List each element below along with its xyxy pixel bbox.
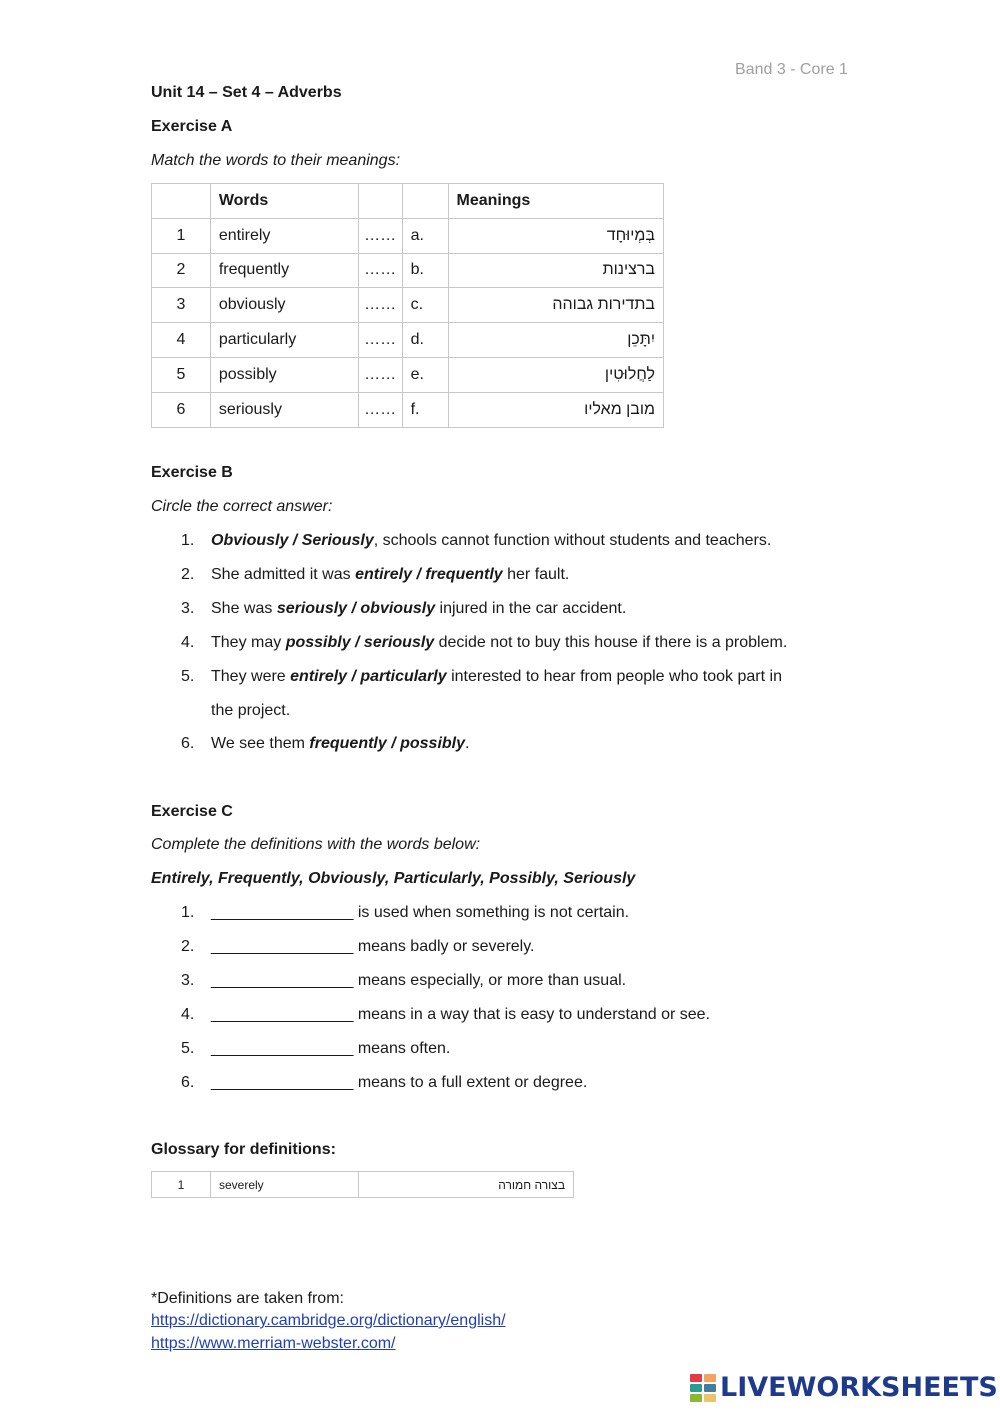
item-number: 6.: [181, 735, 195, 752]
row-word: severely: [211, 1172, 359, 1198]
row-letter: f.: [402, 392, 448, 427]
exercise-b-heading: Exercise B: [151, 464, 233, 481]
row-word: entirely: [210, 218, 358, 253]
table-row: [152, 1172, 574, 1198]
item-number: 2.: [181, 938, 195, 955]
answer-blank[interactable]: ……: [358, 392, 402, 427]
word-bank: Entirely, Frequently, Obviously, Particularly, Possibly, Seriously: [151, 870, 636, 887]
row-meaning: בְּמְיוּחָד: [448, 218, 664, 253]
row-meaning: לַחֲלוּטִין: [448, 357, 664, 392]
row-letter: e.: [402, 357, 448, 392]
logo-mark-icon: [690, 1374, 716, 1402]
item-number: 5.: [181, 1040, 195, 1057]
table-row: [152, 392, 664, 427]
item-number: 1.: [181, 532, 195, 549]
row-meaning: מובן מאליו: [448, 392, 664, 427]
item-number: 3.: [181, 600, 195, 617]
row-number: 1: [152, 1172, 211, 1198]
row-word: frequently: [210, 253, 358, 288]
glossary-table: [151, 1171, 574, 1198]
item-number: 3.: [181, 972, 195, 989]
row-number: 3: [152, 288, 211, 323]
row-letter: d.: [402, 323, 448, 358]
answer-choice[interactable]: seriously / obviously: [276, 600, 436, 617]
item-number: 1.: [181, 904, 195, 921]
row-number: 4: [152, 323, 211, 358]
table-row: [152, 323, 664, 358]
glossary-heading: Glossary for definitions:: [151, 1141, 336, 1158]
item-number: 4.: [181, 1006, 195, 1023]
answer-choice[interactable]: Obviously / Seriously: [211, 532, 374, 549]
row-meaning: ברצינות: [448, 253, 664, 288]
answer-blank[interactable]: ________________: [211, 904, 354, 921]
item-number: 2.: [181, 566, 195, 583]
row-word: possibly: [210, 357, 358, 392]
answer-blank[interactable]: ……: [358, 288, 402, 323]
liveworksheets-logo: [690, 1372, 998, 1403]
row-number: 5: [152, 357, 211, 392]
row-meaning: בצורה חמורה: [359, 1172, 574, 1198]
exercise-c-heading: Exercise C: [151, 803, 233, 820]
worksheet-page: Band 3 - Core 1 Unit 14 – Set 4 – Adverbs Exercise A Match the words to their meanings: Words Meanings 1 entirely …… a. בְּמְיוּחָד 2 frequently …… b. ברצינות 3 obviously …… c. בתדירות גבוהה 4 particularly …… d. יִתָּכֵן 5 possibly …… e. לַחֲלוּטִין 6 seriously …… f. מובן מאליו Exercise B Circle the correct answer: 1. Obviously / Seriously, schools cannot function without students and teachers. 2. She admitted it was entirely / frequently her fault. 3. She was seriously / obviously injured in the car accident. 4. They may possibly / seriously decide not to buy this house if there is a problem. 5. They were entirely / particularly interested to hear from people who took part in the project. 6. We see them frequently / possibly. Exercise C Complete the definitions with the words below: Entirely, Frequently, Obviously, Particularly, Possibly, Seriously 1. ________________ is used when something is not certain. 2. ________________ means badly or severely. 3. ________________ means especially, or more than usual. 4. ________________ means in a way that is easy to understand or see. 5. ________________ means often. 6. ________________ means to a full extent or degree. Glossary for definitions: 1 severely בצורה חמורה *Definitions are taken from: https://dictionary.cambridge.org/dictionary/english/ https://www.merriam-webster.com/ LIVEWORKSHEETS: [151, 61, 998, 1403]
row-letter: a.: [402, 218, 448, 253]
answer-choice[interactable]: frequently / possibly: [309, 735, 466, 752]
table-row: [152, 218, 664, 253]
matching-table: [151, 183, 664, 428]
header-words: Words: [210, 184, 358, 219]
answer-blank[interactable]: ……: [358, 253, 402, 288]
answer-choice[interactable]: entirely / frequently: [355, 566, 503, 583]
item-number: 5.: [181, 668, 195, 685]
row-word: particularly: [210, 323, 358, 358]
item-number: 6.: [181, 1074, 195, 1091]
merriam-webster-link[interactable]: https://www.merriam-webster.com/: [151, 1335, 396, 1352]
exercise-c-instruction: Complete the definitions with the words below:: [151, 836, 481, 853]
row-number: 6: [152, 392, 211, 427]
answer-blank[interactable]: ________________: [211, 1006, 354, 1023]
logo-text: LIVEWORKSHEETS: [720, 1372, 998, 1403]
exercise-a-heading: Exercise A: [151, 118, 233, 135]
row-number: 1: [152, 218, 211, 253]
row-word: seriously: [210, 392, 358, 427]
answer-blank[interactable]: ________________: [211, 938, 354, 955]
row-number: 2: [152, 253, 211, 288]
page-title: Unit 14 – Set 4 – Adverbs: [151, 84, 342, 101]
band-label: Band 3 - Core 1: [735, 61, 848, 78]
answer-blank[interactable]: ________________: [211, 972, 354, 989]
header-meanings: Meanings: [448, 184, 664, 219]
row-meaning: בתדירות גבוהה: [448, 288, 664, 323]
answer-blank[interactable]: ……: [358, 218, 402, 253]
answer-blank[interactable]: ……: [358, 323, 402, 358]
table-row: [152, 288, 664, 323]
table-row: [152, 253, 664, 288]
answer-blank[interactable]: ________________: [211, 1074, 354, 1091]
row-meaning: יִתָּכֵן: [448, 323, 664, 358]
sources-intro: *Definitions are taken from:: [151, 1290, 344, 1307]
row-letter: c.: [402, 288, 448, 323]
table-header-row: [152, 184, 664, 219]
item-number: 4.: [181, 634, 195, 651]
answer-blank[interactable]: ……: [358, 357, 402, 392]
exercise-a-instruction: Match the words to their meanings:: [151, 152, 401, 169]
answer-choice[interactable]: entirely / particularly: [290, 668, 447, 685]
table-row: [152, 357, 664, 392]
exercise-b-instruction: Circle the correct answer:: [151, 498, 333, 515]
row-letter: b.: [402, 253, 448, 288]
row-word: obviously: [210, 288, 358, 323]
cambridge-link[interactable]: https://dictionary.cambridge.org/dictionary/english/: [151, 1312, 506, 1329]
answer-choice[interactable]: possibly / seriously: [285, 634, 435, 651]
answer-blank[interactable]: ________________: [211, 1040, 354, 1057]
